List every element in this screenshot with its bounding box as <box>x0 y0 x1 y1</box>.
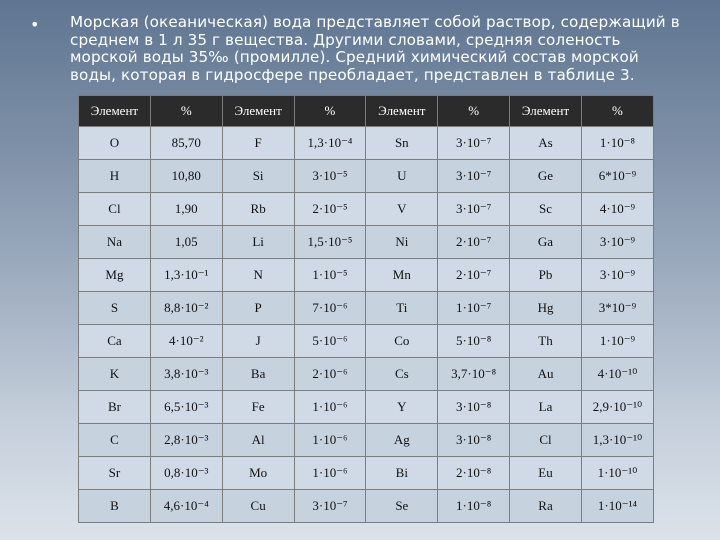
element-cell: J <box>222 325 294 358</box>
header-percent: % <box>294 96 366 127</box>
element-cell: U <box>366 160 438 193</box>
element-cell: Cu <box>222 490 294 523</box>
element-cell: Au <box>510 358 582 391</box>
percent-cell: 3·10⁻⁷ <box>294 490 366 523</box>
percent-cell: 3·10⁻⁷ <box>438 127 510 160</box>
element-cell: Na <box>79 226 151 259</box>
percent-cell: 3,8·10⁻³ <box>150 358 222 391</box>
percent-cell: 3·10⁻⁹ <box>581 226 653 259</box>
element-cell: Sn <box>366 127 438 160</box>
element-cell: Hg <box>510 292 582 325</box>
element-cell: Ti <box>366 292 438 325</box>
element-cell: F <box>222 127 294 160</box>
percent-cell: 1·10⁻⁷ <box>438 292 510 325</box>
percent-cell: 4·10⁻¹⁰ <box>581 358 653 391</box>
percent-cell: 6*10⁻⁹ <box>581 160 653 193</box>
percent-cell: 1,3·10⁻¹ <box>150 259 222 292</box>
element-cell: V <box>366 193 438 226</box>
element-cell: K <box>79 358 151 391</box>
element-cell: Fe <box>222 391 294 424</box>
percent-cell: 1·10⁻¹⁰ <box>581 457 653 490</box>
composition-table <box>78 95 654 523</box>
percent-cell: 1,05 <box>150 226 222 259</box>
header-element: Элемент <box>222 96 294 127</box>
percent-cell: 3·10⁻⁷ <box>438 160 510 193</box>
element-cell: Li <box>222 226 294 259</box>
percent-cell: 1,90 <box>150 193 222 226</box>
element-cell: S <box>79 292 151 325</box>
element-cell: Ge <box>510 160 582 193</box>
element-cell: Ba <box>222 358 294 391</box>
percent-cell: 85,70 <box>150 127 222 160</box>
element-cell: Ag <box>366 424 438 457</box>
element-cell: Mo <box>222 457 294 490</box>
percent-cell: 1·10⁻⁸ <box>581 127 653 160</box>
element-cell: Bi <box>366 457 438 490</box>
element-cell: N <box>222 259 294 292</box>
percent-cell: 5·10⁻⁶ <box>294 325 366 358</box>
table-row <box>79 457 654 490</box>
element-cell: P <box>222 292 294 325</box>
table-body <box>79 127 654 523</box>
element-cell: Ca <box>79 325 151 358</box>
table-row <box>79 490 654 523</box>
percent-cell: 1·10⁻⁹ <box>581 325 653 358</box>
element-cell: Cl <box>79 193 151 226</box>
percent-cell: 3,7·10⁻⁸ <box>438 358 510 391</box>
bullet-icon: • <box>30 15 40 34</box>
percent-cell: 2,8·10⁻³ <box>150 424 222 457</box>
element-cell: Sr <box>79 457 151 490</box>
percent-cell: 1,3·10⁻⁴ <box>294 127 366 160</box>
table-row <box>79 160 654 193</box>
percent-cell: 2·10⁻⁵ <box>294 193 366 226</box>
percent-cell: 3·10⁻⁸ <box>438 424 510 457</box>
percent-cell: 2·10⁻⁸ <box>438 457 510 490</box>
header-element: Элемент <box>366 96 438 127</box>
element-cell: Ga <box>510 226 582 259</box>
percent-cell: 3·10⁻⁹ <box>581 259 653 292</box>
header-percent: % <box>581 96 653 127</box>
percent-cell: 1,5·10⁻⁵ <box>294 226 366 259</box>
table-row <box>79 424 654 457</box>
element-cell: Co <box>366 325 438 358</box>
percent-cell: 1·10⁻⁸ <box>438 490 510 523</box>
intro-text: Морская (океаническая) вода представляет собой раствор, содержащий в среднем в 1 л 35 г вещества. Другими словами, средняя соленость морской воды 35‰ (промилле). Средний химический состав морской воды, которая в гидросфере преобладает, представлен в таблице 3. <box>70 13 680 84</box>
percent-cell: 5·10⁻⁸ <box>438 325 510 358</box>
percent-cell: 2,9·10⁻¹⁰ <box>581 391 653 424</box>
element-cell: Mg <box>79 259 151 292</box>
percent-cell: 1·10⁻¹⁴ <box>581 490 653 523</box>
percent-cell: 4·10⁻² <box>150 325 222 358</box>
element-cell: Eu <box>510 457 582 490</box>
percent-cell: 10,80 <box>150 160 222 193</box>
percent-cell: 0,8·10⁻³ <box>150 457 222 490</box>
percent-cell: 3·10⁻⁷ <box>438 193 510 226</box>
table-row <box>79 391 654 424</box>
element-cell: C <box>79 424 151 457</box>
table-header-row <box>79 96 654 127</box>
table-row <box>79 325 654 358</box>
element-cell: Sc <box>510 193 582 226</box>
percent-cell: 2·10⁻⁶ <box>294 358 366 391</box>
header-element: Элемент <box>79 96 151 127</box>
percent-cell: 6,5·10⁻³ <box>150 391 222 424</box>
element-cell: B <box>79 490 151 523</box>
header-percent: % <box>438 96 510 127</box>
element-cell: O <box>79 127 151 160</box>
table-row <box>79 259 654 292</box>
element-cell: Cs <box>366 358 438 391</box>
element-cell: H <box>79 160 151 193</box>
element-cell: Rb <box>222 193 294 226</box>
bullet-paragraph <box>30 14 680 84</box>
percent-cell: 1·10⁻⁵ <box>294 259 366 292</box>
percent-cell: 1·10⁻⁶ <box>294 391 366 424</box>
element-cell: Pb <box>510 259 582 292</box>
header-element: Элемент <box>510 96 582 127</box>
percent-cell: 3*10⁻⁹ <box>581 292 653 325</box>
element-cell: Cl <box>510 424 582 457</box>
element-cell: Mn <box>366 259 438 292</box>
element-cell: Al <box>222 424 294 457</box>
element-cell: Th <box>510 325 582 358</box>
percent-cell: 3·10⁻⁵ <box>294 160 366 193</box>
table-row <box>79 193 654 226</box>
element-cell: La <box>510 391 582 424</box>
percent-cell: 4·10⁻⁹ <box>581 193 653 226</box>
percent-cell: 2·10⁻⁷ <box>438 259 510 292</box>
percent-cell: 2·10⁻⁷ <box>438 226 510 259</box>
table-row <box>79 358 654 391</box>
percent-cell: 7·10⁻⁶ <box>294 292 366 325</box>
element-cell: As <box>510 127 582 160</box>
element-cell: Si <box>222 160 294 193</box>
header-percent: % <box>150 96 222 127</box>
percent-cell: 4,6·10⁻⁴ <box>150 490 222 523</box>
percent-cell: 1·10⁻⁶ <box>294 424 366 457</box>
element-cell: Br <box>79 391 151 424</box>
table-row <box>79 127 654 160</box>
element-cell: Ra <box>510 490 582 523</box>
element-cell: Se <box>366 490 438 523</box>
table-row <box>79 226 654 259</box>
element-cell: Y <box>366 391 438 424</box>
element-cell: Ni <box>366 226 438 259</box>
percent-cell: 8,8·10⁻² <box>150 292 222 325</box>
percent-cell: 1·10⁻⁶ <box>294 457 366 490</box>
table-row <box>79 292 654 325</box>
percent-cell: 1,3·10⁻¹⁰ <box>581 424 653 457</box>
percent-cell: 3·10⁻⁸ <box>438 391 510 424</box>
